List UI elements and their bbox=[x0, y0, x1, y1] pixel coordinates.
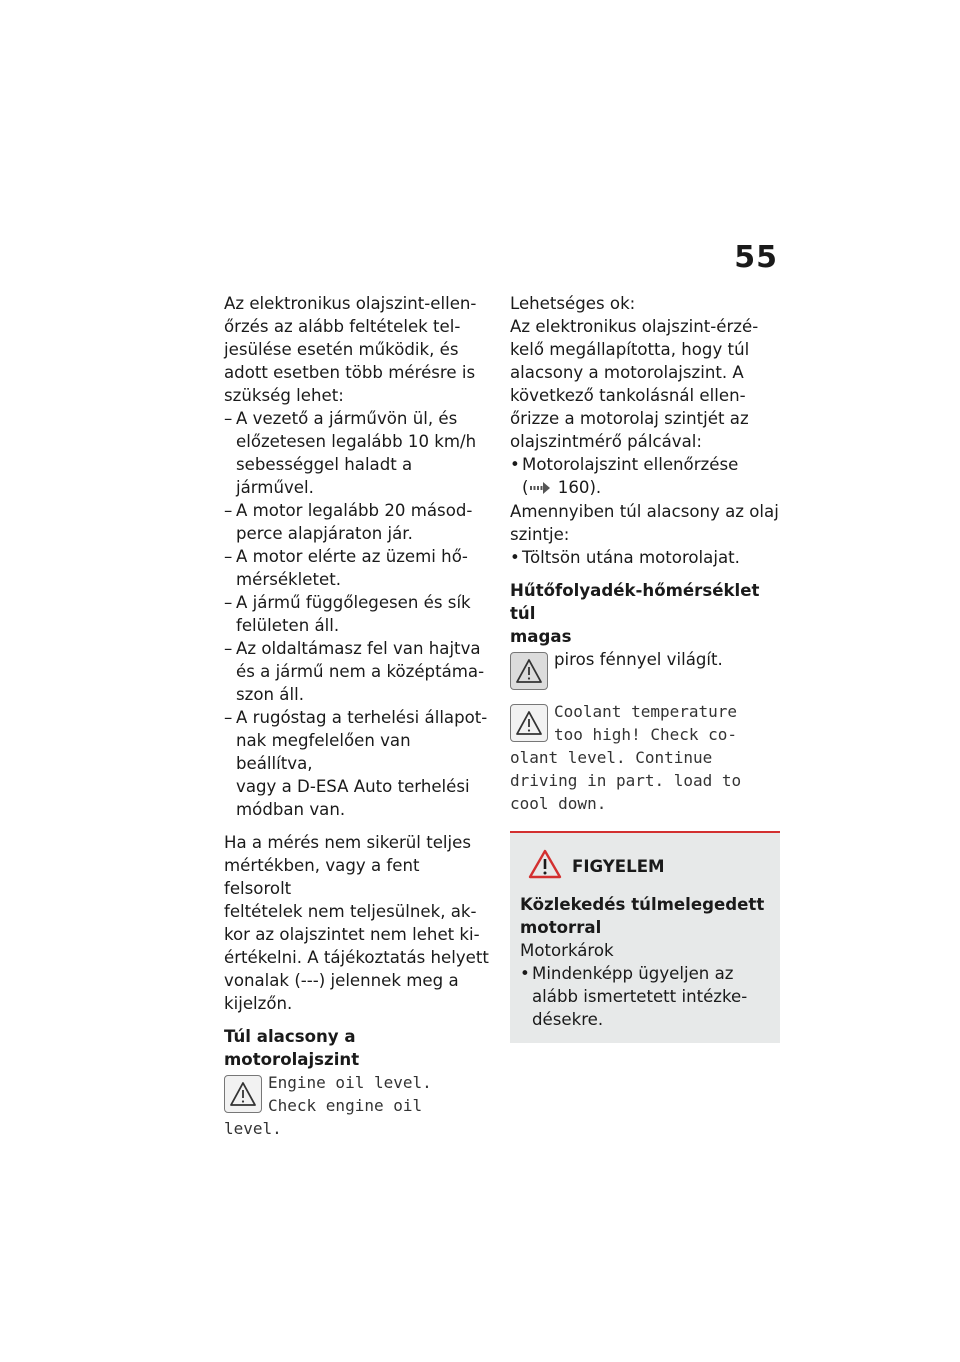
display-message-line: Engine oil level. bbox=[268, 1073, 432, 1092]
list-item: – Az oldaltámasz fel van hajtva és a jármű nem a középtáma- szon áll. bbox=[224, 637, 490, 706]
coolant-heading: magas bbox=[510, 627, 572, 646]
list-item: – A jármű függőlegesen és sík felületen áll. bbox=[224, 591, 490, 637]
display-message-line: cool down. bbox=[510, 794, 607, 813]
attention-cause: Motorkárok bbox=[520, 941, 614, 960]
list-item: – A motor elérte az üzemi hő- mérsékletet. bbox=[224, 545, 490, 591]
display-message-line: too high! Check co- bbox=[554, 725, 738, 744]
display-message-line: level. bbox=[224, 1119, 282, 1138]
display-message-line: Check engine oil bbox=[268, 1096, 423, 1115]
attention-warning-icon bbox=[528, 849, 562, 883]
bullet-icon: • bbox=[510, 548, 520, 567]
list-item: – A vezető a járművön ül, és előzetesen legalább 10 km/h sebességgel haladt a járművel. bbox=[224, 407, 490, 499]
red-light-block bbox=[510, 648, 780, 690]
page-reference-arrow-icon bbox=[530, 477, 550, 500]
red-light-text: piros fénnyel világít. bbox=[554, 650, 723, 669]
bullet-icon: • bbox=[510, 455, 520, 474]
page-number: 55 bbox=[734, 240, 778, 275]
intro-line: adott esetben több mérésre is bbox=[224, 363, 476, 382]
left-column bbox=[224, 292, 490, 1140]
page-reference[interactable]: ( 160). bbox=[522, 476, 780, 500]
conditions-list bbox=[224, 407, 490, 821]
causes-label: Lehetséges ok: bbox=[510, 294, 636, 313]
attention-subtitle: motorral bbox=[520, 918, 602, 937]
right-column: Lehetséges ok: Az elektronikus olajszint-érzé- kelő megállapította, hogy túl alacsony a motorolajszint. A következő tankolásnál ellen- őrizze a motorolaj szintjét az olajszintmérő pálcával: • Motorolajszint ellenőrzése ( 160). Amennyiben túl alacsony az olaj szintje: • Töltsön utána motorolajat. Hűtőfolyadék-hőmérséklet túl magas piros fénnyel világít. Coolant temperature too high! Check co- olant level. Continue driving in part. load to cool down. FIGYELEM Közlekedés túlmelegedett motorral Motorkárok • Mindenképp ügyeljen az alább ismertetett intézke- désekre. bbox=[510, 292, 780, 1043]
attention-box bbox=[510, 831, 780, 1043]
low-oil-heading: Túl alacsony a motorolajszint bbox=[224, 1027, 360, 1069]
coolant-message-block bbox=[510, 700, 780, 815]
low-oil-message-block bbox=[224, 1071, 490, 1140]
intro-line: szükség lehet: bbox=[224, 386, 344, 405]
list-item: • Motorolajszint ellenőrzése ( 160). bbox=[510, 453, 780, 500]
bullet-icon: • bbox=[520, 964, 530, 983]
coolant-heading: Hűtőfolyadék-hőmérséklet túl bbox=[510, 581, 760, 623]
warning-triangle-icon bbox=[224, 1075, 262, 1113]
display-message-line: olant level. Continue bbox=[510, 748, 713, 767]
intro-line: jesülése esetén működik, és bbox=[224, 340, 459, 359]
warning-triangle-icon bbox=[510, 704, 548, 742]
intro-line: Az elektronikus olajszint-ellen- bbox=[224, 294, 477, 313]
attention-header bbox=[528, 849, 770, 883]
list-item: • Töltsön utána motorolajat. bbox=[510, 548, 740, 567]
list-item: – A motor legalább 20 másod- perce alapjáraton jár. bbox=[224, 499, 490, 545]
intro-line: őrzés az alább feltételek tel- bbox=[224, 317, 461, 336]
warning-triangle-icon bbox=[510, 652, 548, 690]
intro-paragraph bbox=[224, 292, 490, 407]
display-message-line: Coolant temperature bbox=[554, 702, 738, 721]
list-item: – A rugóstag a terhelési állapot- nak megfelelően van beállítva, vagy a D-ESA Auto terhelési módban van. bbox=[224, 706, 490, 821]
attention-title: FIGYELEM bbox=[572, 856, 665, 876]
failed-measurement-paragraph: Ha a mérés nem sikerül teljes mértékben, vagy a fent felsorolt feltételek nem teljesülnek, ak- kor az olajszintet nem lehet ki- értékelni. A tájékoztatás helyett vonalak (---) jelennek meg a kijelzőn. bbox=[224, 833, 489, 1013]
list-item: • Mindenképp ügyeljen az alább ismertetett intézke- désekre. bbox=[520, 964, 748, 1029]
attention-subtitle: Közlekedés túlmelegedett bbox=[520, 895, 765, 914]
causes-paragraph: Az elektronikus olajszint-érzé- kelő megállapította, hogy túl alacsony a motorolajszint. A következő tankolásnál ellen- őrizze a motorolaj szintjét az olajszintmérő pálcával: bbox=[510, 317, 759, 451]
display-message-line: driving in part. load to bbox=[510, 771, 742, 790]
